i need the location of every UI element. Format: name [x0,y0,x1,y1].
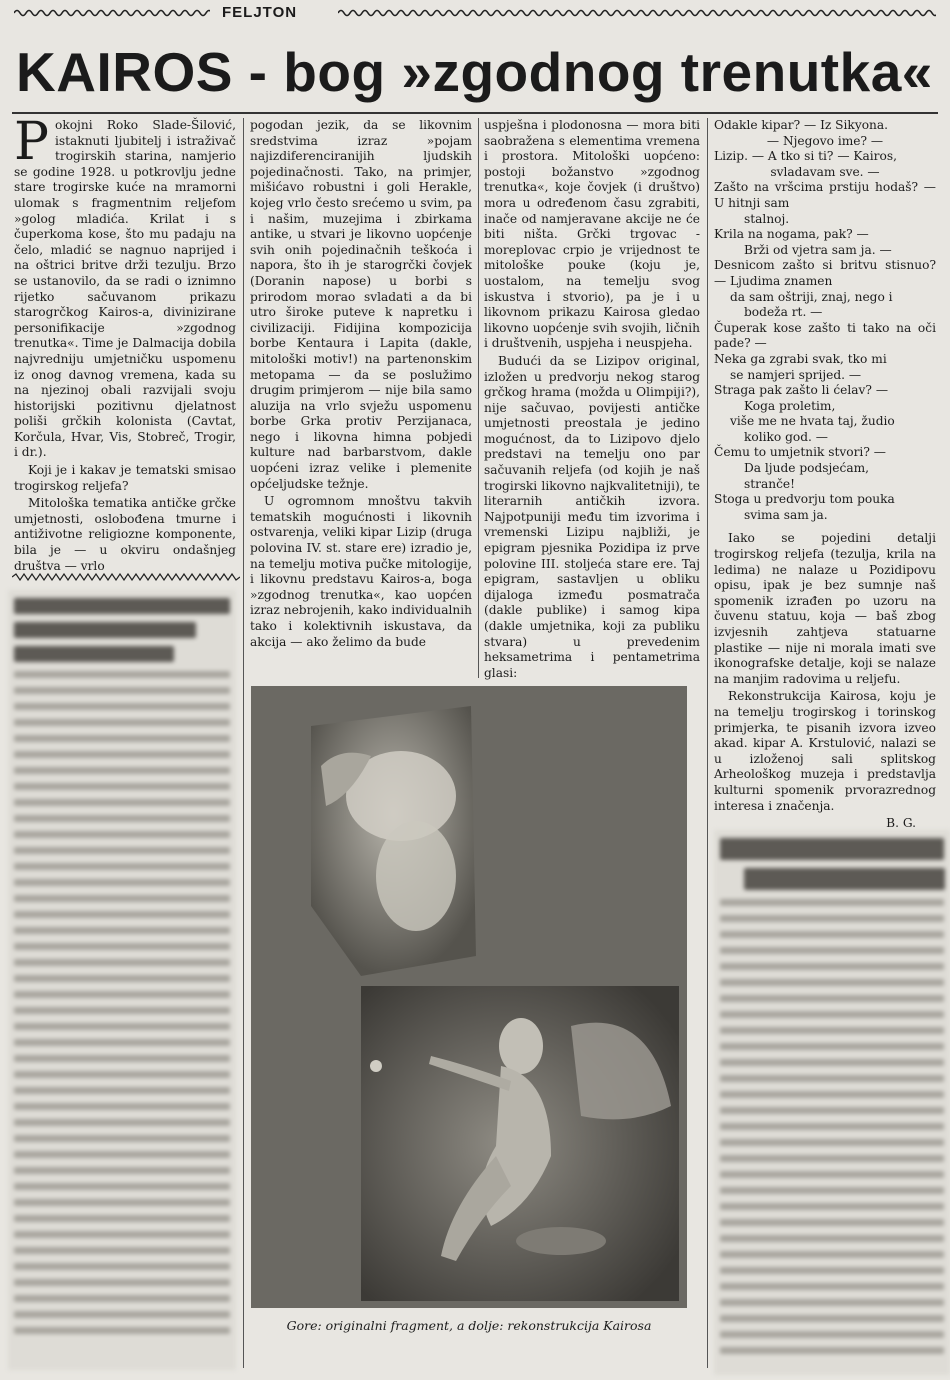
paragraph: pogodan jezik, da se likovnim sredstvima izraz »pojam najizdiferenciranijih ljudskih pojedinačnosti. Tako, na primjer, mišićavo robustni i goli Herakle, kojeg vrlo često srećemo u svim, pa i našim, muzejima i zbirkama antike, u stvari je likovno uopćenje svih onih pojedinačnih teškoća i napora, što ih je starogrčki čovjek (Doranin napose) u borbi s prirodom morao svladati a da bi utro široke puteve k napretku i civilizaciji. Fidijina kompozicija borbe Kentaura i Lapita (dakle, mitološki motiv!) na partenonskim metopama — da se poslužimo drugim primjerom — nije bila samo aluzija na vrlo svježu uspomenu borbe Grka protiv Perzijanaca, nego i likovna himna pobjedi kulture nad barbarstvom, dakle uopćeni izraz velike i plemenite općeljudske težnje. [250,118,472,491]
verse-line: Krila na nogama, pak? — [714,227,869,242]
column-rule [707,118,708,1368]
verse-line: da sam oštriji, znaj, nego i [730,289,893,304]
verse-line: se namjeri sprijed. — [730,367,862,382]
verse-line: Čemu to umjetnik stvori? — [714,445,886,460]
section-divider-right [338,8,936,18]
relief-photo [251,686,687,1308]
paragraph: U ogromnom mnoštvu takvih tematskih mogućnosti i likovnih ostvarenja, veliki kipar Lizip (druga polovina IV. st. stare ere) izradio je, na temelju motiva pučke mitologije, i likovnu predstavu Kairos-a, boga »zgodnog trenutka«, kao uopćen izraz nebrojenih, kako individualnih tako i kolektivnih iskustava, da akcija — ako želimo da bude [250,494,472,649]
verse-line: više me ne hvata taj, žudio [730,414,895,429]
verse-line: — Njegovo ime? — [766,133,884,148]
section-label: FELJTON [222,4,298,21]
column-end-divider [12,573,240,581]
relief-photo-image [251,686,687,1308]
epigram-dialogue [714,118,936,523]
paragraph: Rekonstrukcija Kairosa, koju je na temelju trogirskog i torinskog primjerka, te pisanih izvora izveo akad. kipar A. Krstulović, nalazi se u izloženoj sali splitskog Arheološkog muzeja i predstavlja kulturni spomenik prvorazrednog interesa i značenja. [714,689,936,813]
author-signature: B. G. [886,816,916,831]
paragraph: uspješna i plodonosna — mora biti saobražena s elementima vremena i prostora. Mitološki uopćeno: postoji božanstvo »zgodnog trenutka«, koje čovjek (i društvo) mora u određenom času zgrabiti, inače od namjeravane akcije ne će biti ništa. Grčki trgovac - moreplovac crpio je vrijednost te mitološke pouke (koju je, uostalom, na temelju svog iskustva i stvorio), pa je i u likovnom prikazu Kairosa gledao likovno uopćenje svih svojih, ličnih i društvenih, uspjeha i neuspjeha. [484,118,700,351]
verse-line: bodeža rt. — [744,305,823,320]
verse-line: Čuperak kose zašto ti tako na oči pade? — [714,320,936,351]
verse-line: Neka ga zgrabi svak, tko mi [714,351,887,366]
paragraph: Koji je i kakav je tematski smisao trogirskog reljefa? [14,463,236,493]
verse-line: Da ljude podsjećam, [744,461,870,476]
paragraph: Iako se pojedini detalji trogirskog reljefa (tezulja, krila na ledima) ne nalaze u Pozidipovu opisu, ipak je bez sumnje naš spomenik izrađen po uzoru na čuvenu statuu, koja — baš zbog izvjesnih zahtjeva statuarne plastike — nije ni morala imati sve ikonografske detalje, koji se nalaze na manjim radovima u reljefu. [714,531,936,686]
column-rule [478,118,479,678]
verse-line: Zašto na vršcima prstiju hodaš? — U hitnji sam [714,180,936,210]
verse-line: Odakle kipar? — Iz Sikyona. [714,118,889,132]
verse-line: Straga pak zašto li ćelav? — [714,383,889,398]
paragraph: Mitološka tematika antičke grčke umjetnosti, oslobođena tmurne i antiživotne religiozne komponente, bila je — u okviru ondašnjeg društva — vrlo [14,496,236,573]
verse-line: svladavam sve. — [770,164,880,179]
section-divider-left [14,8,210,18]
verse-line: stranče! [744,476,796,491]
paragraph-text: okojni Roko Slade-Šilović, istaknuti ljubitelj i istraživač trogirskih starina, namjerio se godine 1928. u potkrovlju jedne stare trogirske kuće na mramorni ulomak s fragmentnim reljefom »golog mladića. Krilat i s čuperkoma kose, što mu padaju na čelo, mladić se nagnuo naprijed i na oštrici britve drži tezulju. Brzo se ustanovilo, da se radi o iznimno rijetko sačuvanom prikazu starogrčkog Kairos-a, divinizirane personifikacije »zgodnog trenutka«. Time je Dalmacija dobila najvredniju umjetničku uspomenu iz onog davnog vremena, kada su na njezinoj obali razvijali svoju historijski pozitivnu djelatnost poliši grčkih kolonista (Cavtat, Korčula, Hvar, Vis, Stobreč, Trogir, i dr.). [14,118,236,460]
article-column-3 [484,118,700,683]
photo-caption: Gore: originalni fragment, a dolje: rekonstrukcija Kairosa [286,1318,652,1333]
verse-line: Brži od vjetra sam ja. — [744,242,892,257]
verse-line: koliko god. — [744,429,828,444]
verse-line: Desnicom zašto si britvu stisnuo? — Ljudima znamen [714,258,936,288]
dropcap-p: P [14,112,49,172]
article-column-1 [14,112,236,576]
paragraph-lead [14,112,236,461]
column-rule [243,118,244,1368]
adjacent-article-blurred [8,590,236,1370]
article-headline: KAIROS - bog »zgodnog trenutka« [16,41,933,103]
article-column-2 [250,118,472,652]
verse-line: Lizip. — A tko si ti? — Kairos, [714,149,897,164]
article-column-4 [714,118,936,839]
paragraph: Budući da se Lizipov original, izložen u predvorju nekog starog grčkog hrama (možda u Olimpiji?), nije sačuvao, povijesti antičke umjetnosti preostala je jedino mogućnost, da to Lizipovo djelo predstavi na temelju ono par sačuvanih reljefa (od kojih je naš trogirski likovno najkvalitetniji), te literarnih antičkih izvora. Najpotpuniji među tim izvorima i vremenski Lizipu najbliži, je epigram pjesnika Pozidipa iz prve polovine III. stoljeća stare ere. Taj epigram, sastavljen u obliku dijaloga između posmatrača (dakle publike) i samog kipa (dakle umjetnika, koji za publiku stvara) u prevedenim heksametrima i pentametrima glasi: [484,353,700,680]
verse-line: Stoga u predvorju tom pouka [714,492,895,507]
headline-rule [12,112,938,114]
verse-line: svima sam ja. [744,507,828,522]
verse-line: stalnoj. [744,211,790,226]
verse-line: Koga proletim, [744,398,836,413]
adjacent-article-blurred [714,830,950,1375]
